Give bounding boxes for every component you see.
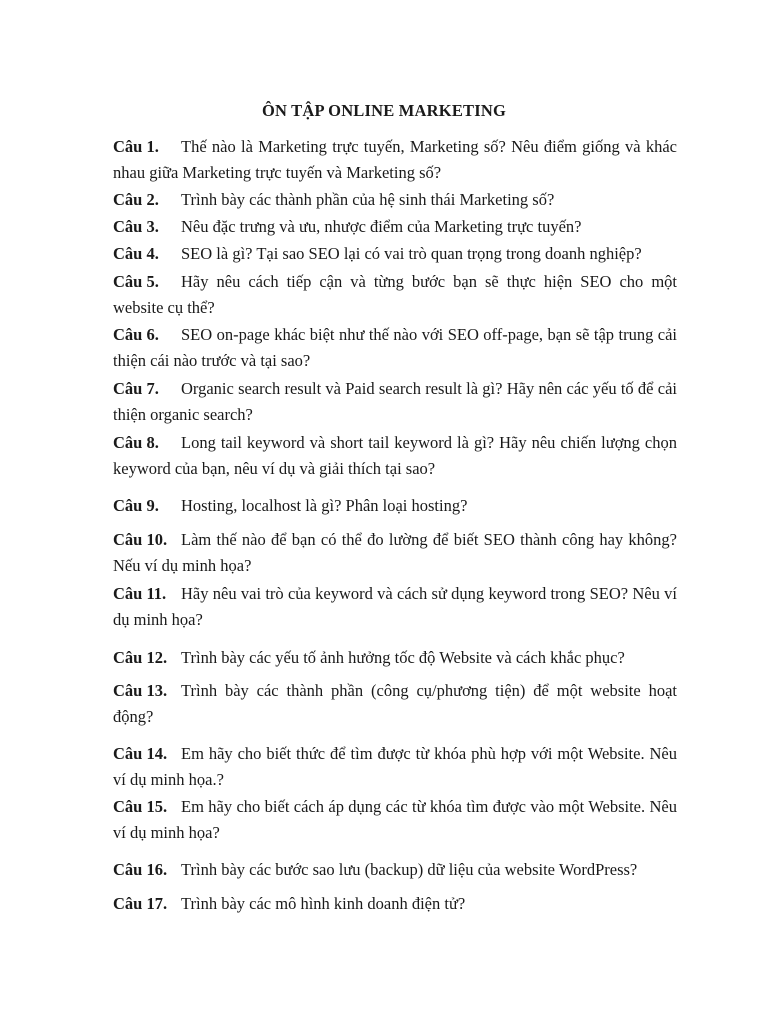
question-item bbox=[113, 581, 677, 633]
question-text: Hosting, localhost là gì? Phân loại hosting? bbox=[181, 496, 468, 515]
question-item bbox=[113, 857, 677, 883]
question-text: Hãy nêu vai trò của keyword và cách sử dụng keyword trong SEO? Nêu ví dụ minh họa? bbox=[113, 584, 677, 629]
page-title: ÔN TẬP ONLINE MARKETING bbox=[261, 101, 507, 120]
question-label: Câu 13. bbox=[113, 681, 168, 700]
question-text: Organic search result và Paid search result là gì? Hãy nên các yếu tố để cải thiện organic search? bbox=[113, 379, 677, 424]
question-item bbox=[113, 269, 677, 321]
question-item bbox=[113, 741, 677, 793]
question-text: Trình bày các bước sao lưu (backup) dữ liệu của website WordPress? bbox=[181, 860, 638, 879]
question-text: Trình bày các thành phần của hệ sinh thái Marketing số? bbox=[181, 190, 555, 209]
question-text: Em hãy cho biết thức để tìm được từ khóa phù hợp với một Website. Nêu ví dụ minh họa.? bbox=[113, 744, 677, 789]
question-label: Câu 17. bbox=[113, 894, 168, 913]
question-item bbox=[113, 376, 677, 428]
question-label: Câu 10. bbox=[113, 530, 168, 549]
question-text: Long tail keyword và short tail keyword là gì? Hãy nêu chiến lượng chọn keyword của bạn, nêu ví dụ và giải thích tại sao? bbox=[113, 433, 677, 478]
question-text: Nêu đặc trưng và ưu, nhược điểm của Marketing trực tuyến? bbox=[181, 217, 582, 236]
question-text: Hãy nêu cách tiếp cận và từng bước bạn sẽ thực hiện SEO cho một website cụ thể? bbox=[113, 272, 677, 317]
question-item bbox=[113, 678, 677, 730]
question-item bbox=[113, 645, 677, 671]
question-label: Câu 9. bbox=[113, 496, 159, 515]
question-item bbox=[113, 493, 677, 519]
question-item bbox=[113, 187, 677, 213]
question-label: Câu 3. bbox=[113, 217, 159, 236]
question-text: Làm thế nào để bạn có thể đo lường để biết SEO thành công hay không? Nếu ví dụ minh họa? bbox=[113, 530, 677, 575]
question-text: Trình bày các thành phần (công cụ/phương tiện) để một website hoạt động? bbox=[113, 681, 677, 726]
question-label: Câu 12. bbox=[113, 648, 168, 667]
question-item bbox=[113, 241, 677, 267]
question-label: Câu 15. bbox=[113, 797, 168, 816]
question-text: Trình bày các yếu tố ảnh hưởng tốc độ Website và cách khắc phục? bbox=[181, 648, 625, 667]
question-item bbox=[113, 134, 677, 186]
question-label: Câu 14. bbox=[113, 744, 168, 763]
question-text: Trình bày các mô hình kinh doanh điện tử? bbox=[181, 894, 466, 913]
question-label: Câu 5. bbox=[113, 272, 159, 291]
question-label: Câu 4. bbox=[113, 244, 159, 263]
question-text: Thế nào là Marketing trực tuyến, Marketing số? Nêu điểm giống và khác nhau giữa Marketing trực tuyến và Marketing số? bbox=[113, 137, 677, 182]
question-item bbox=[113, 214, 677, 240]
question-item bbox=[113, 891, 677, 917]
question-item bbox=[113, 527, 677, 579]
question-item bbox=[113, 794, 677, 846]
question-label: Câu 8. bbox=[113, 433, 159, 452]
question-label: Câu 1. bbox=[113, 137, 159, 156]
question-text: Em hãy cho biết cách áp dụng các từ khóa tìm được vào một Website. Nêu ví dụ minh họa? bbox=[113, 797, 677, 842]
question-text: SEO là gì? Tại sao SEO lại có vai trò quan trọng trong doanh nghiệp? bbox=[181, 244, 642, 263]
question-label: Câu 6. bbox=[113, 325, 159, 344]
question-label: Câu 2. bbox=[113, 190, 159, 209]
question-label: Câu 7. bbox=[113, 379, 159, 398]
question-label: Câu 11. bbox=[113, 584, 167, 603]
question-item bbox=[113, 322, 677, 374]
question-label: Câu 16. bbox=[113, 860, 168, 879]
question-text: SEO on-page khác biệt như thế nào với SEO off-page, bạn sẽ tập trung cải thiện cái nào trước và tại sao? bbox=[113, 325, 677, 370]
question-item bbox=[113, 430, 677, 482]
